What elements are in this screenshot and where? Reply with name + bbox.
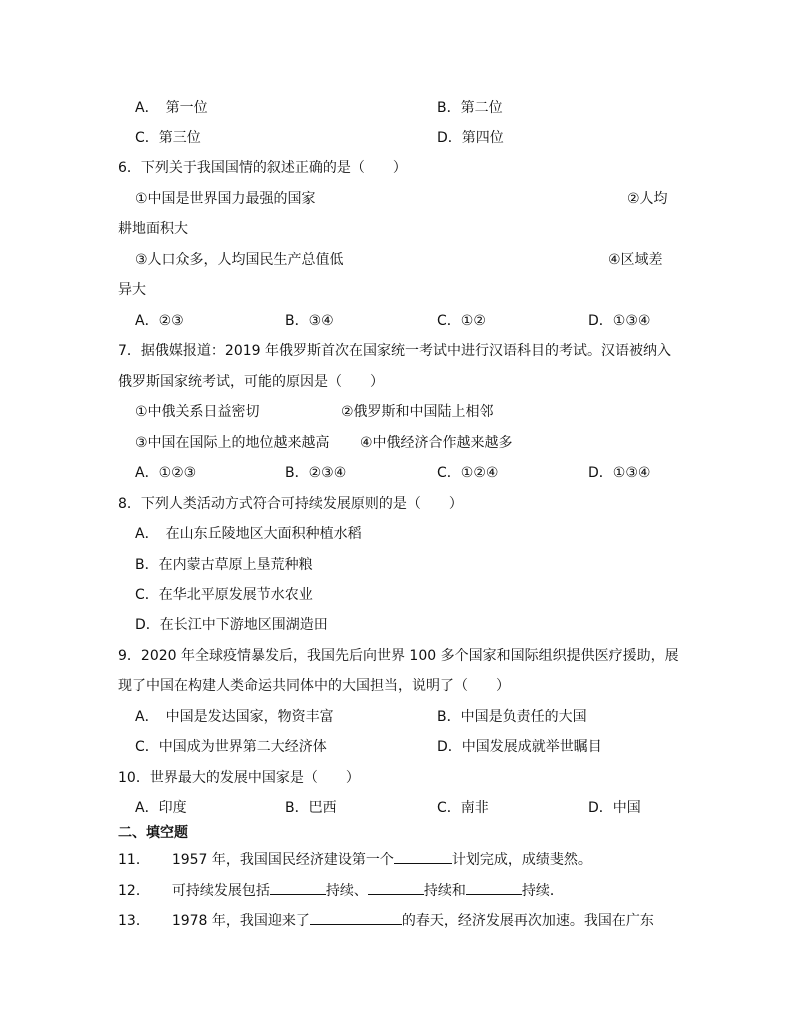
q12-line [118,880,564,901]
q12-number: 12． [118,883,150,899]
q12-text-1: 可持续发展包括 [171,883,270,899]
q6-option-a[interactable]: A．②③ [135,313,184,329]
q12-blank-3[interactable] [466,880,522,895]
q6-statement-2-cont: 耕地面积大 [118,221,188,237]
q8-option-b[interactable]: B．在内蒙古草原上垦荒种粮 [135,557,313,573]
q6-statement-3: ③人口众多，人均国民生产总值低 [135,252,344,268]
q7-stem-line2: 俄罗斯国家统考试，可能的原因是（ ） [118,374,384,390]
q6-stem: 6．下列关于我国国情的叙述正确的是（ ） [118,160,407,176]
q6-statement-4: ④区域差 [608,252,663,268]
q9-stem-line1: 9．2020 年全球疫情暴发后，我国先后向世界 100 多个国家和国际组织提供医疗援助，展 [118,648,679,664]
q12-text-2: 持续、 [325,883,368,899]
q7-option-d[interactable]: D．①③④ [588,465,651,481]
q10-option-a[interactable]: A．印度 [135,800,187,816]
q12-blank-1[interactable] [270,880,326,895]
q9-option-d[interactable]: D．中国发展成就举世瞩目 [437,739,602,755]
q12-text-3: 持续和 [423,883,466,899]
q7-option-c[interactable]: C．①②④ [437,465,499,481]
q8-option-d[interactable]: D．在长江中下游地区围湖造田 [135,617,328,633]
q13-text-1: 1978 年，我国迎来了 [171,913,310,929]
q12-text-4: 持续． [521,883,564,899]
q11-line [118,849,592,870]
q5-option-a[interactable]: A． 第一位 [135,100,208,116]
q10-option-b[interactable]: B．巴西 [285,800,337,816]
q5-option-d[interactable]: D．第四位 [437,130,504,146]
q8-option-a[interactable]: A． 在山东丘陵地区大面积种植水稻 [135,526,362,542]
section-heading-fill-in: 二、填空题 [118,825,188,841]
q13-line [118,910,654,931]
q9-option-c[interactable]: C．中国成为世界第二大经济体 [135,739,327,755]
q6-option-c[interactable]: C．①② [437,313,486,329]
q7-statement-1: ①中俄关系日益密切 [135,404,260,420]
q13-text-2: 的春天，经济发展再次加速。我国在广东 [401,913,654,929]
q12-blank-2[interactable] [368,880,424,895]
q10-option-d[interactable]: D．中国 [588,800,641,816]
q13-number: 13． [118,913,150,929]
q7-statement-4: ④中俄经济合作越来越多 [360,435,513,451]
q6-statement-4-cont: 异大 [118,282,146,298]
q11-text-2: 计划完成，成绩斐然。 [451,852,592,868]
q7-option-a[interactable]: A．①②③ [135,465,197,481]
q7-stem-line1: 7．据俄媒报道：2019 年俄罗斯首次在国家统一考试中进行汉语科目的考试。汉语被纳入 [118,343,671,359]
q10-stem: 10．世界最大的发展中国家是（ ） [118,770,360,786]
q11-blank[interactable] [394,849,452,864]
q11-text-1: 1957 年，我国国民经济建设第一个 [171,852,394,868]
q8-stem: 8．下列人类活动方式符合可持续发展原则的是（ ） [118,496,463,512]
q13-blank[interactable] [310,910,402,925]
q11-number: 11． [118,852,150,868]
q5-option-b[interactable]: B．第二位 [437,100,503,116]
q6-statement-2: ②人均 [627,191,668,207]
q6-option-d[interactable]: D．①③④ [588,313,651,329]
q9-option-b[interactable]: B．中国是负责任的大国 [437,709,587,725]
q9-stem-line2: 现了中国在构建人类命运共同体中的大国担当，说明了（ ） [118,678,510,694]
q6-statement-1: ①中国是世界国力最强的国家 [135,191,316,207]
q10-option-c[interactable]: C．南非 [437,800,489,816]
q9-option-a[interactable]: A． 中国是发达国家，物资丰富 [135,709,334,725]
q7-statement-3: ③中国在国际上的地位越来越高 [135,435,330,451]
q6-option-b[interactable]: B．③④ [285,313,334,329]
q7-option-b[interactable]: B．②③④ [285,465,347,481]
q8-option-c[interactable]: C．在华北平原发展节水农业 [135,587,313,603]
q5-option-c[interactable]: C．第三位 [135,130,201,146]
q7-statement-2: ②俄罗斯和中国陆上相邻 [341,404,494,420]
